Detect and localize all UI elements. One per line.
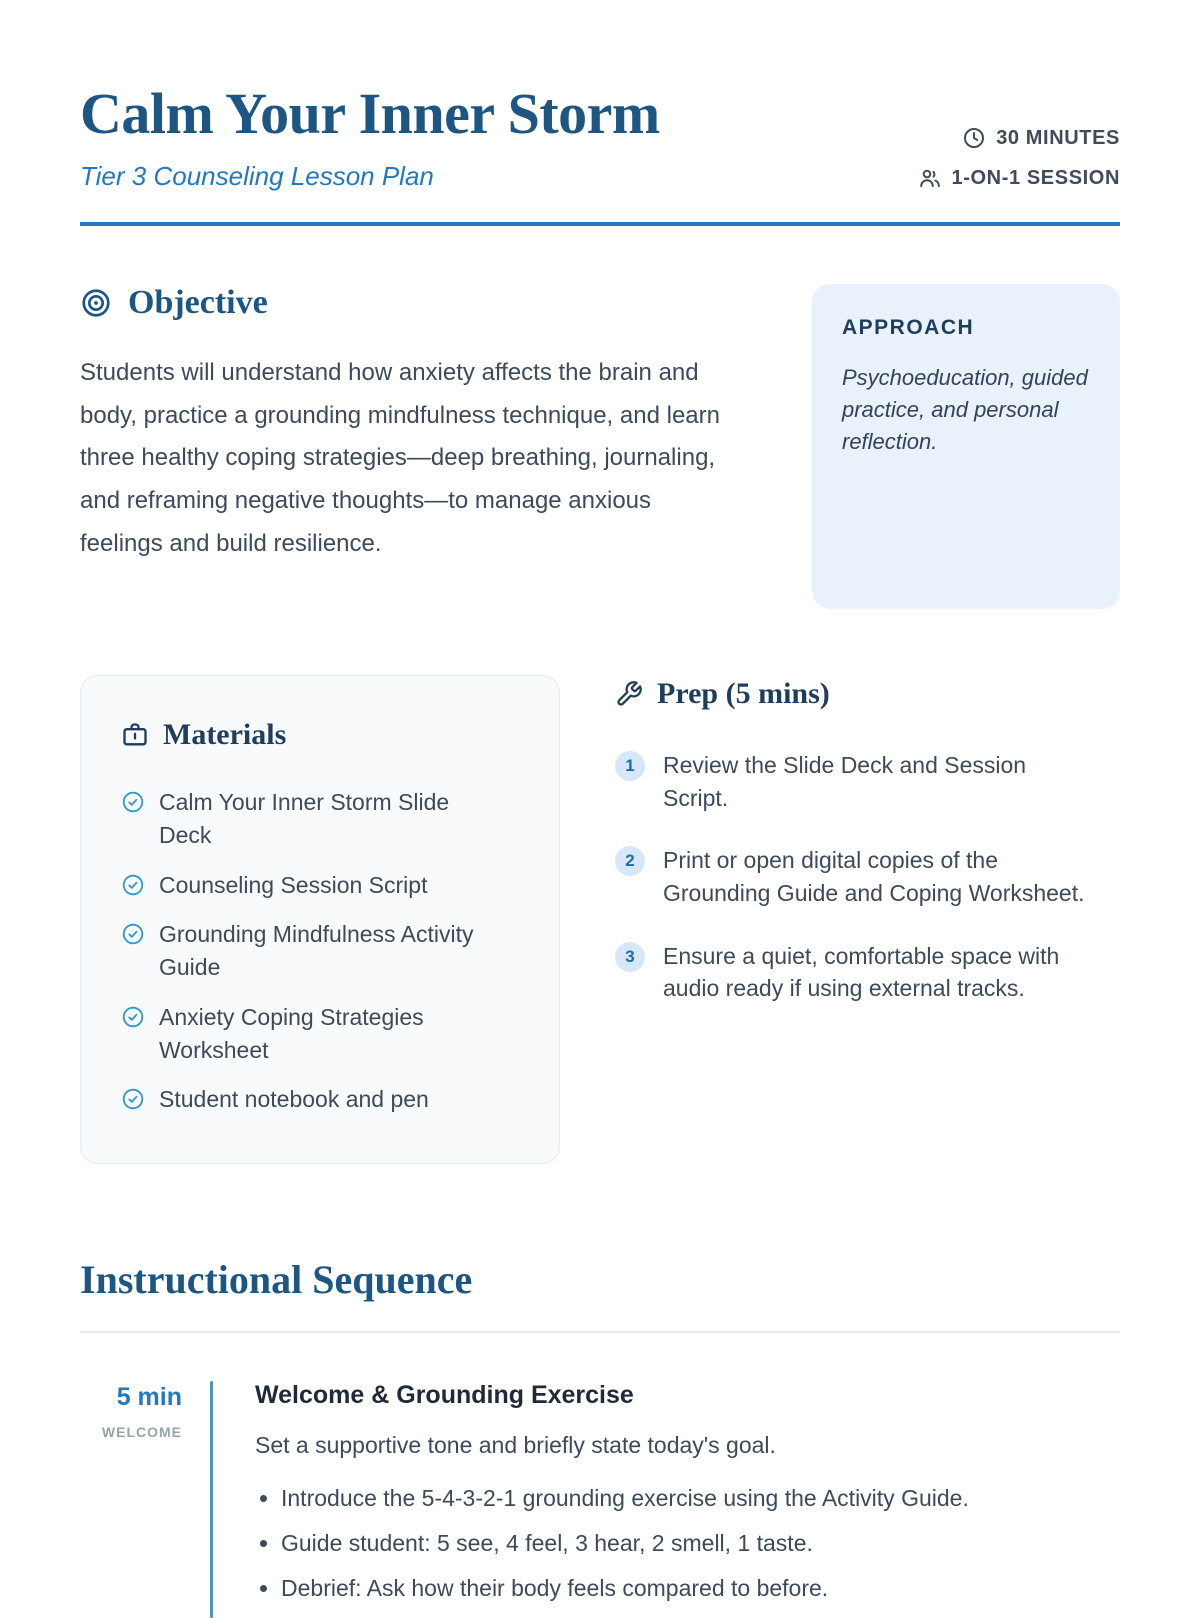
step-bullet: • Guide student: 5 see, 4 feel, 3 hear, 2 smell, 1 taste. xyxy=(281,1528,1120,1559)
session-type-label: 1-ON-1 SESSION xyxy=(951,166,1120,189)
sequence-divider xyxy=(80,1331,1120,1333)
check-circle-icon xyxy=(121,1005,145,1029)
session-type-meta xyxy=(918,166,1120,190)
clock-icon xyxy=(962,126,986,150)
material-item-label: Student notebook and pen xyxy=(159,1086,429,1113)
materials-card xyxy=(80,675,560,1164)
material-item xyxy=(121,918,523,985)
prep-step xyxy=(615,940,1120,1005)
prep-step-number: 1 xyxy=(615,751,645,781)
approach-card xyxy=(812,284,1120,609)
prep-step-text: Ensure a quiet, comfortable space with audio ready if using external tracks. xyxy=(663,942,1060,1002)
prep-step-number: 3 xyxy=(615,942,645,972)
duration-meta xyxy=(962,126,1120,150)
check-circle-icon xyxy=(121,1087,145,1111)
prep-step-number: 2 xyxy=(615,846,645,876)
page-title: Calm Your Inner Storm xyxy=(80,81,660,146)
phase-tag: WELCOME xyxy=(101,1423,182,1440)
prep-block xyxy=(615,675,1120,1005)
material-item-label: Counseling Session Script xyxy=(159,871,428,898)
material-item-label: Anxiety Coping Strategies Worksheet xyxy=(159,1003,424,1063)
approach-heading: APPROACH xyxy=(842,315,975,339)
step-bullets xyxy=(255,1483,1120,1604)
prep-step-text: Print or open digital copies of the Grounding Guide and Coping Worksheet. xyxy=(663,847,1085,906)
prep-step-text: Review the Slide Deck and Session Script. xyxy=(663,751,1027,811)
materials-heading-label: Materials xyxy=(163,717,287,751)
header-divider xyxy=(80,222,1120,226)
prep-heading xyxy=(615,677,1120,711)
objective-heading xyxy=(80,284,756,322)
step-intro: Set a supportive tone and briefly state today's goal. xyxy=(255,1431,776,1458)
material-item xyxy=(121,1083,523,1116)
prep-step xyxy=(615,749,1120,814)
materials-heading xyxy=(121,718,523,752)
prep-step xyxy=(615,844,1120,909)
check-circle-icon xyxy=(121,873,145,897)
material-item-label: Calm Your Inner Storm Slide Deck xyxy=(159,788,450,849)
prep-steps xyxy=(615,749,1120,1005)
sequence-item-meta xyxy=(80,1381,210,1618)
header xyxy=(80,81,1120,192)
header-titles xyxy=(80,81,660,192)
material-item xyxy=(121,1001,523,1068)
step-title: Welcome & Grounding Exercise xyxy=(255,1380,634,1409)
check-circle-icon xyxy=(121,922,145,946)
duration-label: 5 min xyxy=(116,1382,182,1411)
instructional-sequence-section xyxy=(80,1256,1120,1618)
briefcase-icon xyxy=(121,721,149,749)
target-icon xyxy=(80,287,112,319)
materials-list xyxy=(121,786,523,1117)
people-icon xyxy=(918,166,942,190)
material-item-label: Grounding Mindfulness Activity Guide xyxy=(159,920,474,981)
materials-prep-section xyxy=(80,675,1120,1164)
material-item xyxy=(121,786,523,853)
objective-heading-label: Objective xyxy=(128,283,268,321)
sequence-item-content xyxy=(213,1381,1120,1618)
approach-text: Psychoeducation, guided practice, and personal reflection. xyxy=(842,364,1088,454)
objective-text: Students will understand how anxiety affects the brain and body, practice a grounding mindfulness technique, and learn three healthy coping strategies—deep breathing, journaling, and reframing negative thoughts—to manage anxious feelings and build resilience. xyxy=(80,358,720,557)
header-meta xyxy=(918,126,1120,190)
duration-label: 30 MINUTES xyxy=(996,126,1120,149)
sequence-heading: Instructional Sequence xyxy=(80,1256,473,1302)
step-bullet: • Introduce the 5-4-3-2-1 grounding exercise using the Activity Guide. xyxy=(281,1483,1120,1514)
wrench-icon xyxy=(615,680,643,708)
sequence-item xyxy=(80,1381,1120,1618)
page-subtitle: Tier 3 Counseling Lesson Plan xyxy=(80,160,434,191)
objective-section xyxy=(80,284,1120,609)
prep-heading-label: Prep (5 mins) xyxy=(657,676,830,710)
check-circle-icon xyxy=(121,790,145,814)
step-bullet: • Debrief: Ask how their body feels compared to before. xyxy=(281,1573,1120,1604)
objective-block xyxy=(80,284,756,609)
material-item xyxy=(121,869,523,902)
